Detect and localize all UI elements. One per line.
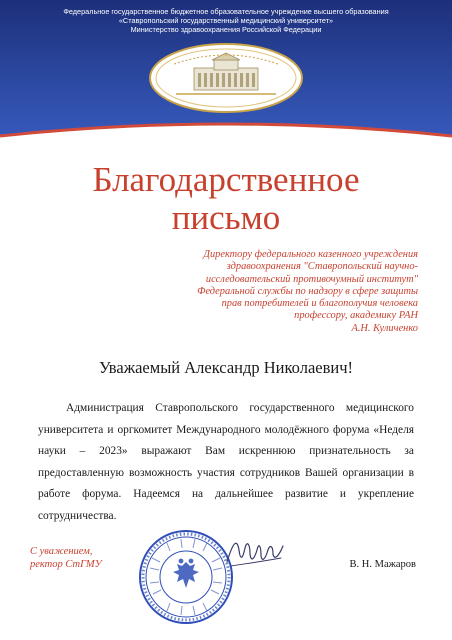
- header-wave-icon: [0, 118, 452, 150]
- recipient-line: А.Н. Куличенко: [351, 322, 418, 334]
- recipient-line: прав потребителей и благополучия человека: [221, 298, 418, 310]
- signatory-name: В. Н. Мажаров: [349, 559, 416, 570]
- letterhead-header: [0, 0, 452, 150]
- logo-year: 1938: [218, 101, 234, 108]
- document-title-line-2: письмо: [171, 198, 281, 237]
- regards-text: С уважением,: [30, 546, 93, 557]
- organization-lines: [0, 7, 452, 34]
- recipient-line: здравоохранения "Ставропольский научно-: [226, 261, 418, 273]
- letter-body: Администрация Ставропольского государственного медицинского университета и оргкомитет Международного молодёжного форума «Неделя науки – 2023» выражают Вам искреннюю признательность за предоставленную возможность участия сотрудников Вашей организации в работе форума. Надеемся на дальнейшее развитие и укрепление сотрудничества.: [38, 402, 414, 522]
- recipient-line: Директору федерального казенного учреждения: [203, 249, 418, 260]
- org-line-1: Федеральное государственное бюджетное образовательное учреждение высшего образования: [63, 7, 389, 16]
- salutation: Уважаемый Александр Николаевич!: [98, 358, 354, 377]
- recipient-line: исследовательский противочумный институт": [205, 273, 418, 285]
- signatory-position: ректор СтГМУ: [30, 559, 102, 570]
- document-title-line-1: Благодарственное: [92, 160, 360, 199]
- handwritten-signature-icon: [223, 532, 291, 574]
- recipient-line: профессору, академику РАН: [294, 310, 418, 322]
- official-seal-icon: [137, 528, 235, 626]
- org-line-2: «Ставропольский государственный медицинский университет»: [118, 16, 334, 25]
- org-line-3: Министерство здравоохранения Российской Федерации: [130, 25, 322, 34]
- signatory-title: [30, 545, 102, 571]
- recipient-block: [118, 249, 418, 335]
- recipient-line: Федеральной службы по надзору в сфере защиты: [197, 285, 418, 297]
